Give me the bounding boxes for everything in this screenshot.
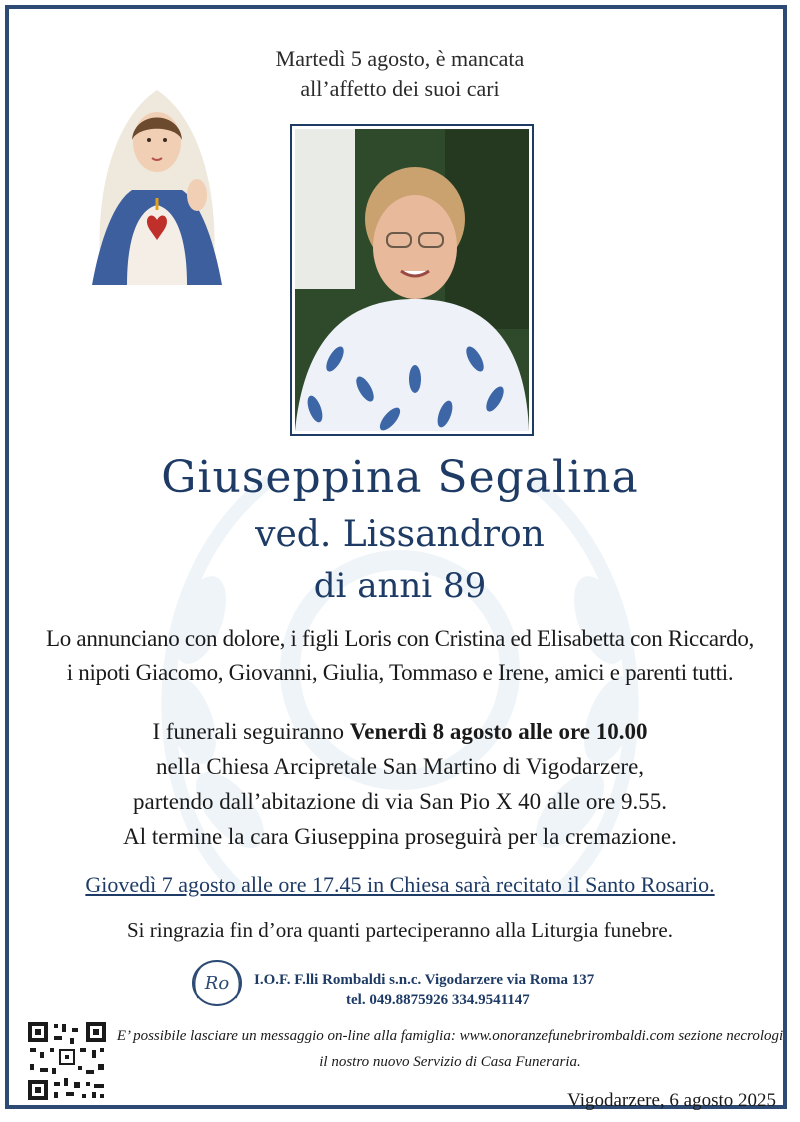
madonna-image — [72, 80, 242, 285]
qr-code-icon — [26, 1020, 108, 1102]
rosary-notice: Giovedì 7 agosto alle ore 17.45 in Chiesa sarà recitato il Santo Rosario. — [85, 872, 715, 897]
funeral-line-4: Al termine la cara Giuseppina proseguirà per la cremazione. — [123, 824, 677, 849]
funeral-line-2: nella Chiesa Arcipretale San Martino di Vigodarzere, — [155, 754, 645, 779]
intro-line-2: all’affetto dei suoi cari — [300, 76, 500, 101]
widow-of: ved. Lissandron — [255, 514, 545, 555]
announcement — [0, 622, 800, 690]
casa-funeraria: il nostro nuovo Servizio di Casa Funeraria. — [319, 1054, 581, 1070]
funeral-line-3: partendo dall’abitazione di via San Pio X 40 alle ore 9.55. — [133, 789, 667, 814]
funeral-date-time: Venerdì 8 agosto alle ore 10.00 — [349, 719, 648, 744]
intro-line-1: Martedì 5 agosto, è mancata — [275, 46, 525, 71]
funeral-details — [0, 714, 800, 854]
funeral-prefix: I funerali seguiranno — [152, 719, 350, 744]
portrait-photo — [295, 129, 529, 431]
agency-name-address: I.O.F. F.lli Rombaldi s.n.c. Vigodarzere via Roma 137 — [254, 972, 595, 988]
svg-text:Ro: Ro — [204, 973, 230, 994]
deceased-age: di anni 89 — [313, 566, 487, 606]
place-date: Vigodarzere, 6 agosto 2025 — [567, 1090, 776, 1111]
thanks-text: Si ringrazia fin d’ora quanti parteciperanno alla Liturgia funebre. — [127, 918, 673, 942]
funeral-line-1 — [0, 714, 800, 749]
agency-phones: tel. 049.8875926 334.9541147 — [346, 992, 530, 1008]
portrait-frame — [290, 124, 534, 436]
announce-line-1: Lo annunciano con dolore, i figli Loris con Cristina ed Elisabetta con Riccardo, — [46, 626, 754, 651]
agency-logo — [190, 958, 244, 1008]
deceased-name: Giuseppina Segalina — [161, 452, 639, 503]
online-message: E’ possibile lasciare un messaggio on-line alla famiglia: www.onoranzefunebrirombaldi.com sezione necrologi — [116, 1028, 784, 1044]
announce-line-2: i nipoti Giacomo, Giovanni, Giulia, Tommaso e Irene, amici e parenti tutti. — [66, 660, 734, 685]
